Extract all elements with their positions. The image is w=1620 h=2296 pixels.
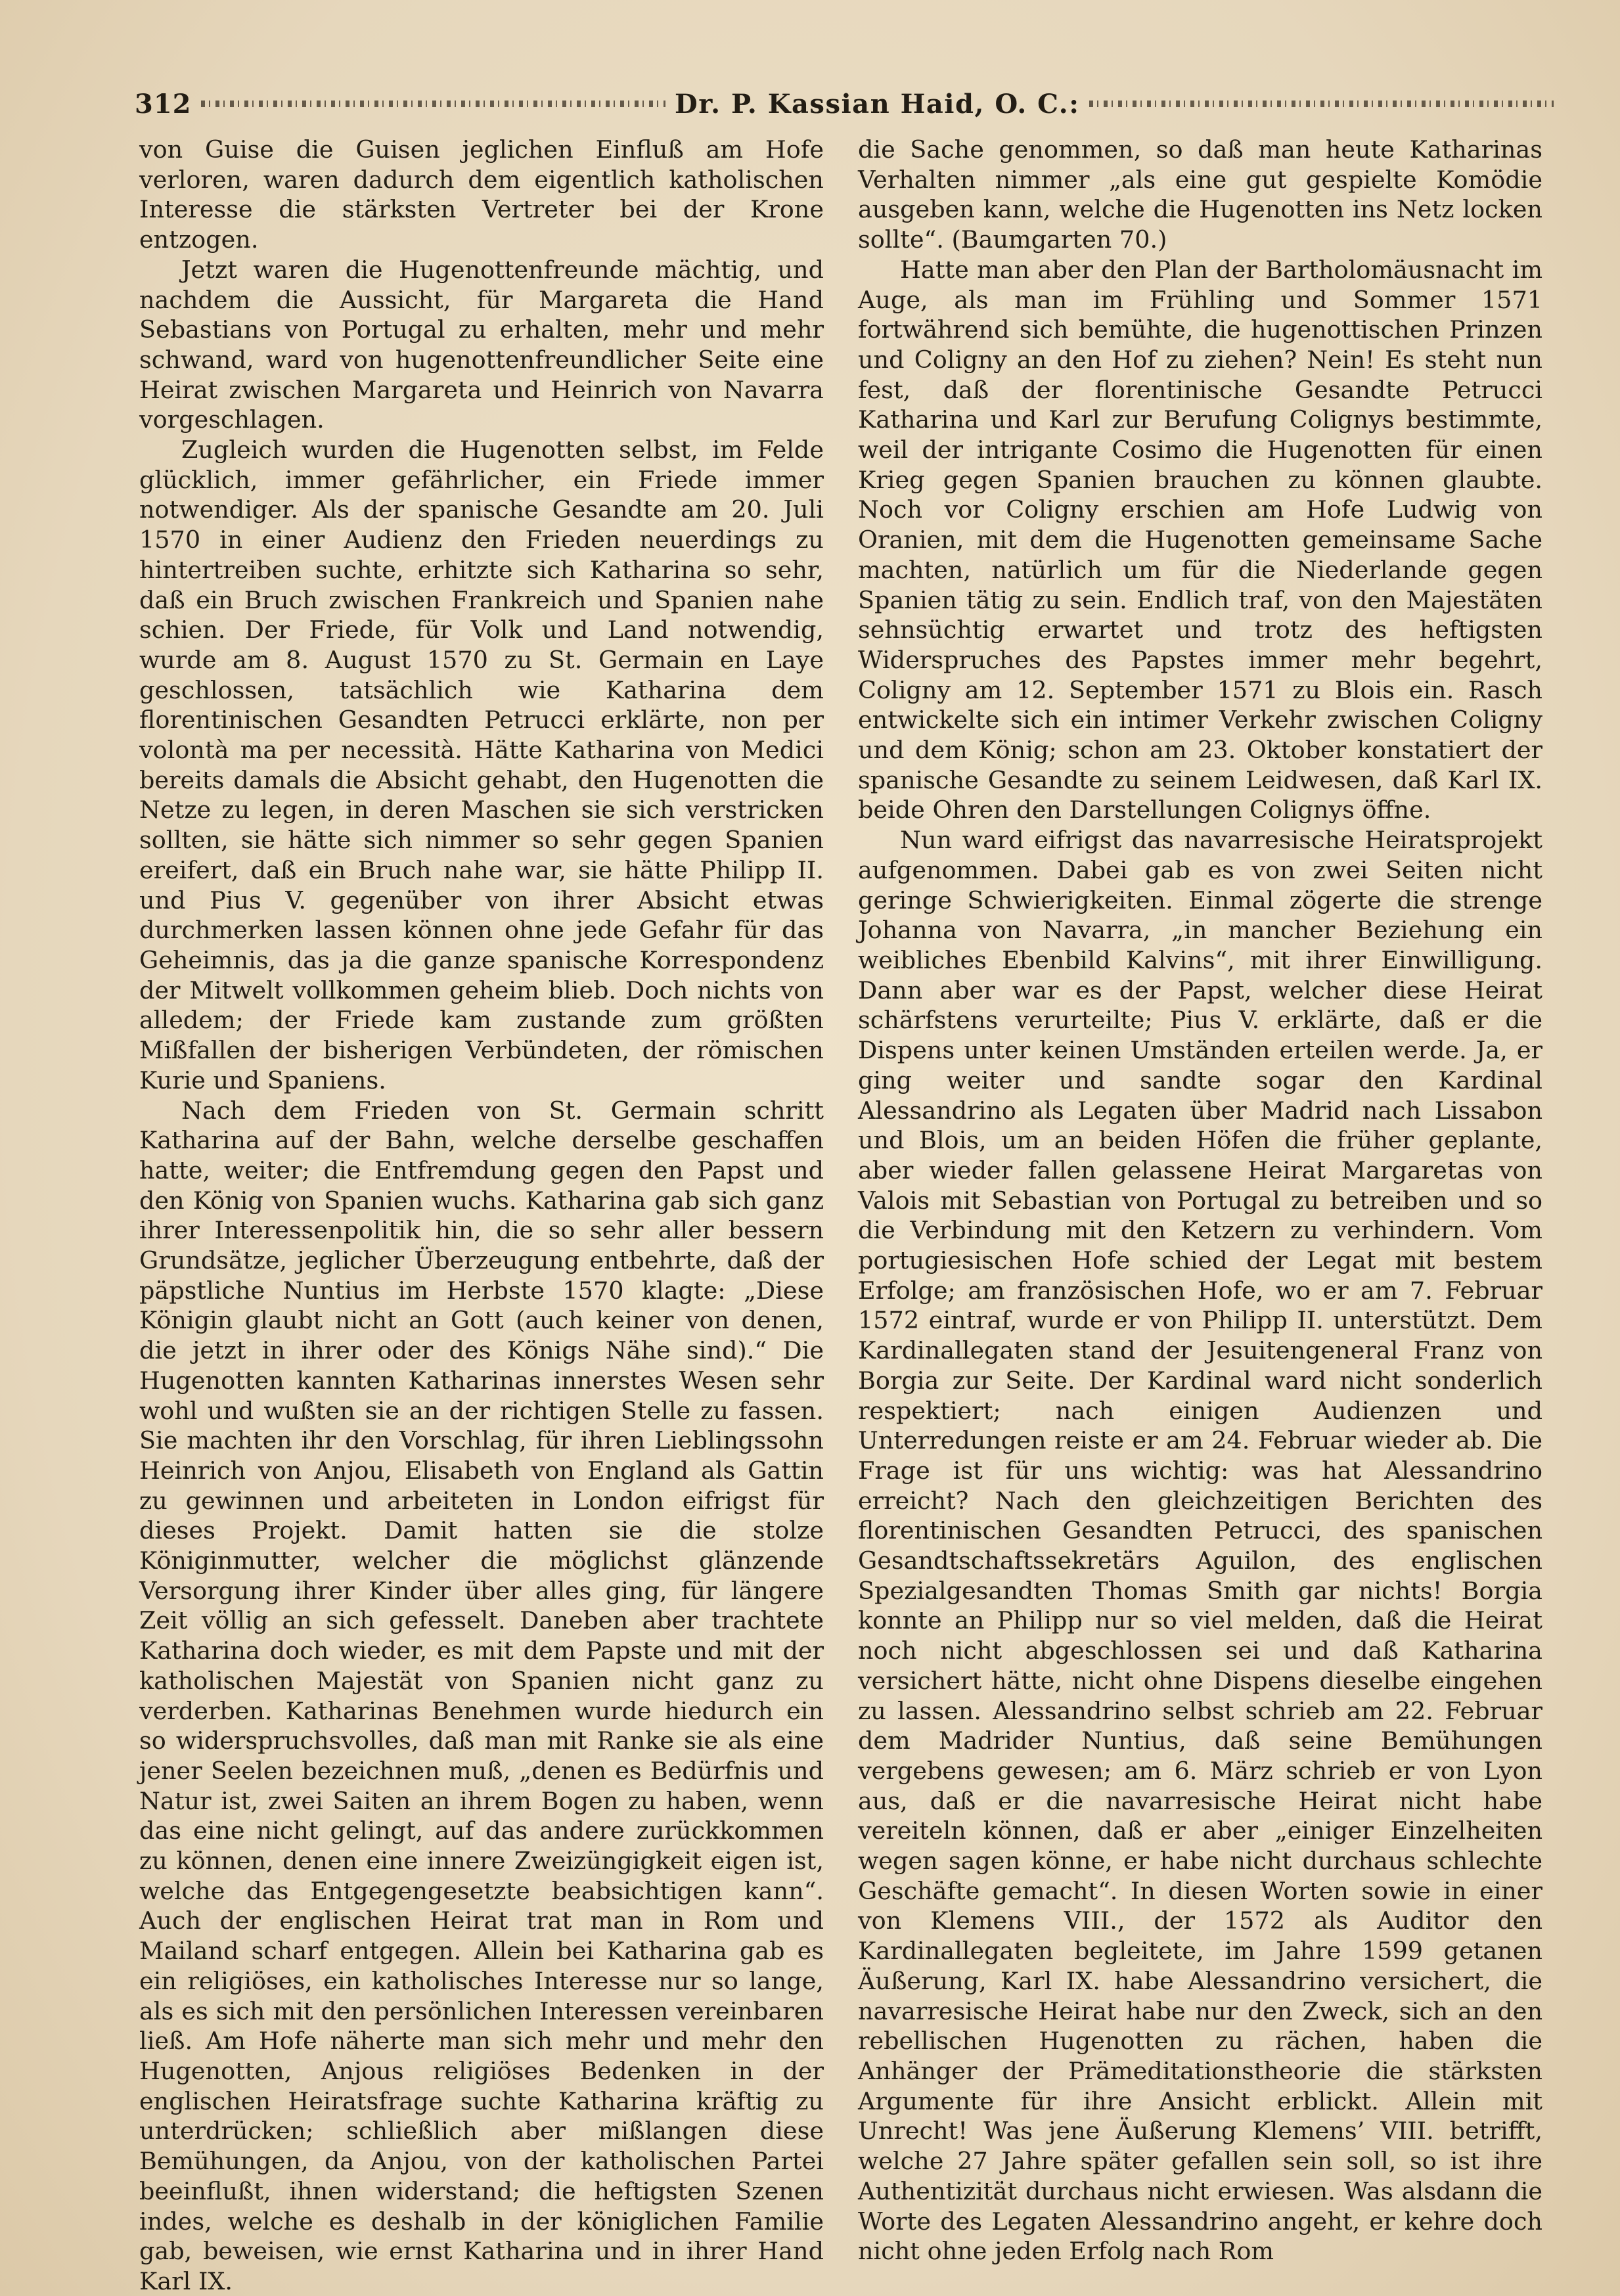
paragraph: Nun ward eifrigst das navarresische Heiratsprojekt aufgenommen. Dabei gab es von zwei Seiten nicht geringe Schwierigkeiten. Einmal zögerte die strenge Johanna von Navarra, „in mancher Beziehung ein weibliches Ebenbild Kalvins“, mit ihrer Einwilligung. Dann aber war es der Papst, welcher diese Heirat schärfstens verurteilte; Pius V. erklärte, daß er die Dispens unter keinen Umständen erteilen werde. Ja, er ging weiter und sandte sogar den Kardinal Alessandrino als Legaten über Madrid nach Lissabon und Blois, um an beiden Höfen die früher geplante, aber wieder fallen gelassene Heirat Margaretas von Valois mit Sebastian von Portugal zu betreiben und so die Verbindung mit den Ketzern zu verhindern. Vom portugiesischen Hofe schied der Legat mit bestem Erfolge; am französischen Hofe, wo er am 7. Februar 1572 eintraf, wurde er von Philipp II. unterstützt. Dem Kardinallegaten stand der Jesuitengeneral Franz von Borgia zur Seite. Der Kardinal ward nicht sonderlich respektiert; nach einigen Audienzen und Unterredungen reiste er am 24. Februar wieder ab. Die Frage ist für uns wichtig: was hat Alessandrino erreicht? Nach den gleichzeitigen Berichten des florentinischen Gesandten Petrucci, des spanischen Gesandtschaftssekretärs Aguilon, des englischen Spezialgesandten Thomas Smith gar nichts! Borgia konnte an Philipp nur so viel melden, daß die Heirat noch nicht abgeschlossen sei und daß Katharina versichert hätte, nicht ohne Dispens dieselbe eingehen zu lassen. Alessandrino selbst schrieb am 22. Februar dem Madrider Nuntius, daß seine Bemühungen vergebens gewesen; am 6. März schrieb er von Lyon aus, daß er die navarresische Heirat nicht habe vereiteln können, daß er aber „einiger Einzelheiten wegen sagen könne, er habe nicht durchaus schlechte Geschäfte gemacht“. In diesen Worten sowie in einer von Klemens VIII., der 1572 als Auditor den Kardinallegaten begleitete, im Jahre 1599 getanen Äußerung, Karl IX. habe Alessandrino versichert, die navarresische Heirat habe nur den Zweck, sich an den rebellischen Hugenotten zu rächen, haben die Anhänger der Prämeditationstheorie die stärksten Argumente für ihre Ansicht erblickt. Allein mit Unrecht! Was jene Äußerung Klemens’ VIII. betrifft, welche 27 Jahre später gefallen sein soll, so ist ihre Authentizität durchaus nicht erwiesen. Was alsdann die Worte des Legaten Alessandrino angeht, er kehre doch nicht ohne jeden Erfolg nach Rom bbox=[858, 826, 1542, 2266]
paragraph: Hatte man aber den Plan der Bartholomäusnacht im Auge, als man im Frühling und Sommer 1571 fortwährend sich bemühte, die hugenottischen Prinzen und Coligny an den Hof zu ziehen? Nein! Es steht nun fest, daß der florentinische Gesandte Petrucci Katharina und Karl zur Berufung Colignys bestimmte, weil der intrigante Cosimo die Hugenotten für einen Krieg gegen Spanien brauchen zu können glaubte. Noch vor Coligny erschien am Hofe Ludwig von Oranien, mit dem die Hugenotten gemeinsame Sache machten, natürlich um für die Niederlande gegen Spanien tätig zu sein. Endlich traf, von den Majestäten sehnsüchtig erwartet und trotz des heftigsten Widerspruches des Papstes immer mehr begehrt, Coligny am 12. September 1571 zu Blois ein. Rasch entwickelte sich ein intimer Verkehr zwischen Coligny und dem König; schon am 23. Oktober konstatiert der spanische Gesandte zu seinem Leidwesen, daß Karl IX. beide Ohren den Darstellungen Colignys öffne. bbox=[858, 255, 1542, 824]
page-number: 312 bbox=[135, 88, 192, 120]
paragraph: Jetzt waren die Hugenottenfreunde mächtig, und nachdem die Aussicht, für Margareta die Hand Sebastians von Portugal zu erhalten, mehr und mehr schwand, ward von hugenottenfreundlicher Seite eine Heirat zwischen Margareta und Heinrich von Navarra vorgeschlagen. bbox=[139, 255, 824, 434]
page-header bbox=[135, 84, 1554, 124]
right-column bbox=[858, 135, 1542, 2266]
running-head: Dr. P. Kassian Haid, O. C.: bbox=[675, 88, 1080, 120]
header-ornament-right bbox=[1089, 95, 1554, 112]
paragraph: die Sache genommen, so daß man heute Katharinas Verhalten nimmer „als eine gut gespielte Komödie ausgeben kann, welche die Hugenotten ins Netz locken sollte“. (Baumgarten 70.) bbox=[858, 135, 1542, 254]
paragraph: Nach dem Frieden von St. Germain schritt Katharina auf der Bahn, welche derselbe geschaffen hatte, weiter; die Entfremdung gegen den Papst und den König von Spanien wuchs. Katharina gab sich ganz ihrer Interessenpolitik hin, die so sehr aller bessern Grundsätze, jeglicher Überzeugung entbehrte, daß der päpstliche Nuntius im Herbste 1570 klagte: „Diese Königin glaubt nicht an Gott (auch keiner von denen, die jetzt in ihrer oder des Königs Nähe sind).“ Die Hugenotten kannten Katharinas innerstes Wesen sehr wohl und wußten sie an der richtigen Stelle zu fassen. Sie machten ihr den Vorschlag, für ihren Lieblingssohn Heinrich von Anjou, Elisabeth von England als Gattin zu gewinnen und arbeiteten in London eifrigst für dieses Projekt. Damit hatten sie die stolze Königinmutter, welcher die möglichst glänzende Versorgung ihrer Kinder über alles ging, für längere Zeit völlig an sich gefesselt. Daneben aber trachtete Katharina doch wieder, es mit dem Papste und mit der katholischen Majestät von Spanien nicht ganz zu verderben. Katharinas Benehmen wurde hiedurch ein so widerspruchsvolles, daß man mit Ranke sie als eine jener Seelen bezeichnen muß, „denen es Bedürfnis und Natur ist, zwei Saiten an ihrem Bogen zu haben, wenn das eine nicht gelingt, auf das andere zurückkommen zu können, denen eine innere Zweizüngigkeit eigen ist, welche das Entgegengesetzte beabsichtigen kann“. Auch der englischen Heirat trat man in Rom und Mailand scharf entgegen. Allein bei Katharina gab es ein religiöses, ein katholisches Interesse nur so lange, als es sich mit den persönlichen Interessen vereinbaren ließ. Am Hofe näherte man sich mehr und mehr den Hugenotten, Anjous religiöses Bedenken in der englischen Heiratsfrage suchte Katharina kräftig zu unterdrücken; schließlich aber mißlangen diese Bemühungen, da Anjou, von der katholischen Partei beeinflußt, ihnen widerstand; die heftigsten Szenen indes, welche es deshalb in der königlichen Familie gab, beweisen, wie ernst Katharina und in ihrer Hand Karl IX. bbox=[139, 1096, 824, 2295]
paragraph: von Guise die Guisen jeglichen Einfluß am Hofe verloren, waren dadurch dem eigentlich katholischen Interesse die stärksten Vertreter bei der Krone entzogen. bbox=[139, 135, 824, 254]
left-column bbox=[139, 135, 824, 2296]
paragraph: Zugleich wurden die Hugenotten selbst, im Felde glücklich, immer gefährlicher, ein Friede immer notwendiger. Als der spanische Gesandte am 20. Juli 1570 in einer Audienz den Frieden neuerdings zu hintertreiben suchte, erhitzte sich Katharina so sehr, daß ein Bruch zwischen Frankreich und Spanien nahe schien. Der Friede, für Volk und Land notwendig, wurde am 8. August 1570 zu St. Germain en Laye geschlossen, tatsächlich wie Katharina dem florentinischen Gesandten Petrucci erklärte, non per volontà ma per necessità. Hätte Katharina von Medici bereits damals die Absicht gehabt, den Hugenotten die Netze zu legen, in deren Maschen sie sich verstricken sollten, sie hätte sich nimmer so sehr gegen Spanien ereifert, daß ein Bruch nahe war, sie hätte Philipp II. und Pius V. gegenüber von ihrer Absicht etwas durchmerken lassen können ohne jede Gefahr für das Geheimnis, das ja die ganze spanische Korrespondenz der Mitwelt vollkommen geheim blieb. Doch nichts von alledem; der Friede kam zustande zum größten Mißfallen der bisherigen Verbündeten, der römischen Kurie und Spaniens. bbox=[139, 436, 824, 1094]
header-ornament-left bbox=[201, 95, 666, 112]
